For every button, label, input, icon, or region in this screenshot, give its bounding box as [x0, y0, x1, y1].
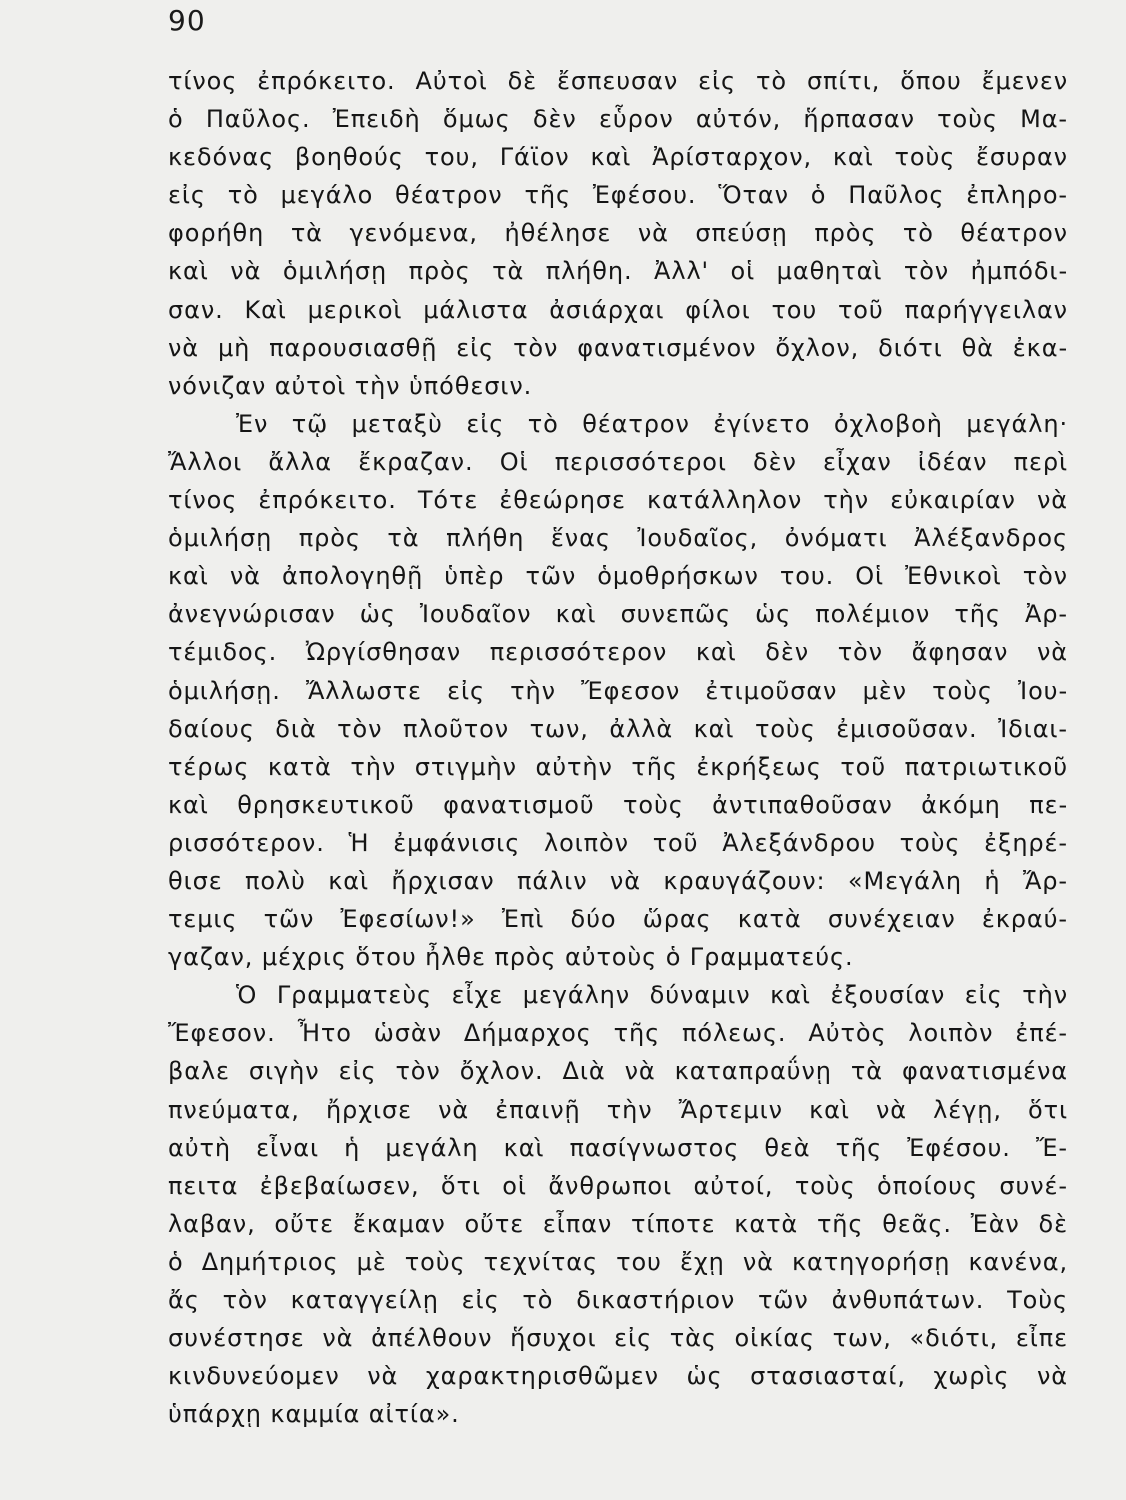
text-line: δαίους διὰ τὸν πλοῦτον των, ἀλλὰ καὶ τοὺς ἐμισοῦσαν. Ἰδιαι- [168, 714, 1068, 743]
text-line: ὁμιλήσῃ. Ἄλλωστε εἰς τὴν Ἔφεσον ἐτιμοῦσαν μὲν τοὺς Ἰου- [168, 676, 1068, 705]
text-line: καὶ νὰ ἀπολογηθῇ ὑπὲρ τῶν ὁμοθρήσκων του. Οἱ Ἐθνικοὶ τὸν [168, 562, 1068, 591]
text-line: εἰς τὸ μεγάλο θέατρον τῆς Ἐφέσου. Ὅταν ὁ Παῦλος ἐπληρο- [168, 181, 1068, 210]
text-line: Ἔφεσον. Ἦτο ὡσὰν Δήμαρχος τῆς πόλεως. Αὐτὸς λοιπὸν ἐπέ- [168, 1019, 1068, 1048]
text-line: καὶ θρησκευτικοῦ φανατισμοῦ τοὺς ἀντιπαθοῦσαν ἀκόμη πε- [168, 790, 1068, 819]
body-text [168, 62, 1068, 1433]
text-line: πνεύματα, ἤρχισε νὰ ἐπαινῇ τὴν Ἄρτεμιν καὶ νὰ λέγῃ, ὅτι [168, 1095, 1068, 1124]
text-line: ὁ Παῦλος. Ἐπειδὴ ὅμως δὲν εὗρον αὐτόν, ἥρπασαν τοὺς Μα- [168, 105, 1068, 134]
text-line: Ἄλλοι ἄλλα ἔκραζαν. Οἱ περισσότεροι δὲν εἶχαν ἰδέαν περὶ [168, 447, 1068, 476]
text-line: τίνος ἐπρόκειτο. Αὐτοὶ δὲ ἔσπευσαν εἰς τὸ σπίτι, ὅπου ἔμενεν [168, 67, 1068, 95]
text-line: ὑπάρχῃ καμμία αἰτία». [168, 1400, 460, 1429]
text-line: τίνος ἐπρόκειτο. Τότε ἐθεώρησε κατάλληλον τὴν εὐκαιρίαν νὰ [168, 486, 1068, 515]
text-line: νὰ μὴ παρουσιασθῇ εἰς τὸν φανατισμένον ὄχλον, διότι θὰ ἐκα- [168, 333, 1068, 362]
text-line: τέρως κατὰ τὴν στιγμὴν αὐτὴν τῆς ἐκρήξεως τοῦ πατριωτικοῦ [168, 752, 1068, 781]
text-line: γαζαν, μέχρις ὅτου ἦλθε πρὸς αὐτοὺς ὁ Γραμματεύς. [168, 943, 854, 972]
text-line: συνέστησε νὰ ἀπέλθουν ἥσυχοι εἰς τὰς οἰκίας των, «διότι, εἶπε [168, 1324, 1068, 1353]
text-line: φορήθη τὰ γενόμενα, ἠθέλησε νὰ σπεύσῃ πρὸς τὸ θέατρον [168, 219, 1068, 248]
page-number: 90 [168, 4, 206, 37]
text-line: βαλε σιγὴν εἰς τὸν ὄχλον. Διὰ νὰ καταπραΰνῃ τὰ φανατισμένα [168, 1057, 1068, 1086]
text-line: κινδυνεύομεν νὰ χαρακτηρισθῶμεν ὡς στασιασταί, χωρὶς νὰ [168, 1362, 1068, 1391]
text-line: ἀνεγνώρισαν ὡς Ἰουδαῖον καὶ συνεπῶς ὡς πολέμιον τῆς Ἀρ- [168, 600, 1068, 629]
text-line: Ὁ Γραμματεὺς εἶχε μεγάλην δύναμιν καὶ ἐξουσίαν εἰς τὴν [236, 981, 1068, 1010]
text-line: πειτα ἐβεβαίωσεν, ὅτι οἱ ἄνθρωποι αὐτοί, τοὺς ὁποίους συνέ- [168, 1171, 1068, 1200]
text-line: ἄς τὸν καταγγείλῃ εἰς τὸ δικαστήριον τῶν ἀνθυπάτων. Τοὺς [168, 1286, 1068, 1314]
text-line: κεδόνας βοηθούς του, Γάϊον καὶ Ἀρίσταρχον, καὶ τοὺς ἔσυραν [168, 143, 1068, 172]
text-line: λαβαν, οὔτε ἔκαμαν οὔτε εἶπαν τίποτε κατὰ τῆς θεᾶς. Ἐὰν δὲ [168, 1209, 1068, 1238]
text-line: ὁ Δημήτριος μὲ τοὺς τεχνίτας του ἔχῃ νὰ κατηγορήσῃ κανένα, [168, 1247, 1068, 1276]
text-line: νόνιζαν αὐτοὶ τὴν ὑπόθεσιν. [168, 371, 533, 400]
text-line: τέμιδος. Ὠργίσθησαν περισσότερον καὶ δὲν τὸν ἄφησαν νὰ [168, 638, 1068, 667]
text-line: ρισσότερον. Ἡ ἐμφάνισις λοιπὸν τοῦ Ἀλεξάνδρου τοὺς ἐξηρέ- [168, 828, 1068, 857]
text-line: τεμις τῶν Ἐφεσίων!» Ἐπὶ δύο ὥρας κατὰ συνέχειαν ἐκραύ- [168, 905, 1068, 934]
text-line: Ἐν τῷ μεταξὺ εἰς τὸ θέατρον ἐγίνετο ὀχλοβοὴ μεγάλη· [236, 409, 1068, 438]
text-line: θισε πολὺ καὶ ἤρχισαν πάλιν νὰ κραυγάζουν: «Μεγάλη ἡ Ἄρ- [168, 866, 1068, 895]
text-line: καὶ νὰ ὁμιλήσῃ πρὸς τὰ πλήθη. Ἀλλ' οἱ μαθηταὶ τὸν ἠμπόδι- [168, 257, 1068, 286]
text-line: σαν. Καὶ μερικοὶ μάλιστα ἀσιάρχαι φίλοι του τοῦ παρήγγειλαν [168, 295, 1068, 324]
text-line: ὁμιλήσῃ πρὸς τὰ πλήθη ἕνας Ἰουδαῖος, ὀνόματι Ἀλέξανδρος [168, 524, 1068, 553]
text-line: αὐτὴ εἶναι ἡ μεγάλη καὶ πασίγνωστος θεὰ τῆς Ἐφέσου. Ἔ- [168, 1133, 1068, 1162]
